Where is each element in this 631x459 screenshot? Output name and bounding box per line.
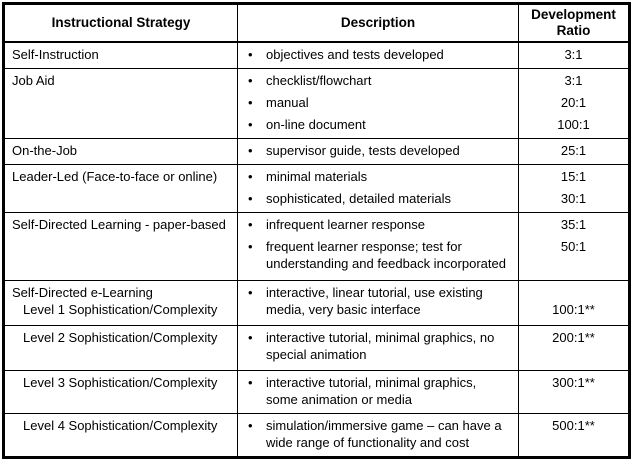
ratio-cell: 3:1	[519, 42, 630, 69]
strategy-label: Self-Instruction	[12, 47, 99, 62]
bullet-text: checklist/flowchart	[266, 73, 372, 88]
strategy-label: On-the-Job	[12, 143, 78, 158]
row-job-aid	[4, 69, 630, 95]
strategy-sublabel: Level 1 Sophistication/Complexity	[23, 301, 218, 317]
bullet-icon: •	[248, 417, 253, 433]
bullet-icon: •	[248, 191, 253, 206]
row-elearning-level-1	[4, 280, 630, 325]
ratio-cell: 35:1	[519, 213, 630, 239]
bullet-text: frequent learner response; test for understanding and feedback incorporated	[266, 239, 506, 271]
ratio-cell: 3:1	[519, 69, 630, 95]
ratio-cell: 200:1**	[519, 325, 630, 370]
bullet-text: interactive tutorial, minimal graphics, no special animation	[266, 329, 495, 362]
bullet-text: interactive tutorial, minimal graphics, some animation or media	[266, 374, 477, 407]
bullet-item	[248, 142, 510, 159]
bullet-item	[248, 168, 510, 185]
table-header-row	[4, 4, 630, 43]
strategy-cell	[4, 69, 238, 139]
bullet-item	[248, 72, 510, 89]
bullet-icon: •	[248, 73, 253, 88]
description-cell	[238, 213, 519, 239]
strategy-cell	[4, 165, 238, 213]
bullet-item	[248, 238, 510, 272]
bullet-text: simulation/immersive game – can have a wide range of functionality and cost	[266, 417, 502, 450]
ratio-cell: 100:1**	[519, 280, 630, 325]
row-elearning-level-2	[4, 325, 630, 370]
description-cell	[238, 69, 519, 95]
bullet-text: on-line document	[266, 117, 366, 132]
bullet-text: manual	[266, 95, 309, 110]
bullet-item	[248, 216, 510, 233]
bullet-item	[248, 116, 510, 133]
bullet-item	[248, 329, 510, 363]
strategy-label: Level 3 Sophistication/Complexity	[23, 374, 218, 390]
description-cell	[238, 280, 519, 325]
description-cell	[238, 165, 519, 191]
bullet-item	[248, 284, 510, 318]
bullet-icon: •	[248, 329, 253, 345]
row-elearning-level-3	[4, 370, 630, 413]
description-cell	[238, 190, 519, 213]
row-on-the-job	[4, 139, 630, 165]
bullet-icon: •	[248, 143, 253, 158]
description-cell	[238, 413, 519, 457]
description-cell	[238, 42, 519, 69]
header-description: Description	[238, 4, 519, 43]
ratio-cell: 25:1	[519, 139, 630, 165]
bullet-icon: •	[248, 47, 253, 62]
strategy-cell	[4, 213, 238, 281]
strategy-cell	[4, 413, 238, 457]
strategy-label: Job Aid	[12, 73, 55, 88]
ratio-cell: 15:1	[519, 165, 630, 191]
bullet-item	[248, 46, 510, 63]
ratio-cell: 30:1	[519, 190, 630, 213]
bullet-icon: •	[248, 169, 253, 184]
ratio-cell: 100:1	[519, 116, 630, 139]
bullet-item	[248, 417, 510, 451]
strategy-label: Level 2 Sophistication/Complexity	[23, 329, 218, 345]
bullet-icon: •	[248, 117, 253, 132]
description-cell	[238, 139, 519, 165]
bullet-item	[248, 94, 510, 111]
bullet-item	[248, 374, 510, 408]
strategy-label: Leader-Led (Face-to-face or online)	[12, 169, 218, 184]
strategy-cell	[4, 139, 238, 165]
strategy-label: Level 4 Sophistication/Complexity	[23, 417, 218, 433]
description-cell	[238, 370, 519, 413]
bullet-icon: •	[248, 217, 253, 232]
row-self-directed-paper	[4, 213, 630, 239]
bullet-item	[248, 190, 510, 207]
bullet-icon: •	[248, 95, 253, 110]
description-cell	[238, 116, 519, 139]
ratio-cell: 20:1	[519, 94, 630, 116]
bullet-text: supervisor guide, tests developed	[266, 143, 460, 158]
ratio-cell: 500:1**	[519, 413, 630, 457]
description-cell	[238, 238, 519, 280]
development-ratio-table	[2, 2, 631, 459]
row-self-instruction	[4, 42, 630, 69]
strategy-label: Self-Directed e-Learning	[12, 284, 153, 300]
bullet-text: minimal materials	[266, 169, 368, 184]
header-instructional-strategy: Instructional Strategy	[4, 4, 238, 43]
strategy-cell	[4, 325, 238, 370]
bullet-icon: •	[248, 374, 253, 390]
bullet-text: objectives and tests developed	[266, 47, 444, 62]
ratio-cell: 300:1**	[519, 370, 630, 413]
header-development-ratio: Development Ratio	[519, 4, 630, 43]
row-elearning-level-4	[4, 413, 630, 457]
bullet-text: sophisticated, detailed materials	[266, 191, 451, 206]
ratio-cell: 50:1	[519, 238, 630, 280]
bullet-icon: •	[248, 284, 253, 300]
description-cell	[238, 325, 519, 370]
bullet-text: infrequent learner response	[266, 217, 425, 232]
strategy-cell	[4, 370, 238, 413]
bullet-text: interactive, linear tutorial, use existing media, very basic interface	[266, 284, 483, 317]
strategy-cell	[4, 280, 238, 325]
strategy-label: Self-Directed Learning - paper-based	[12, 217, 226, 232]
row-leader-led	[4, 165, 630, 191]
strategy-cell	[4, 42, 238, 69]
bullet-icon: •	[248, 239, 253, 254]
description-cell	[238, 94, 519, 116]
